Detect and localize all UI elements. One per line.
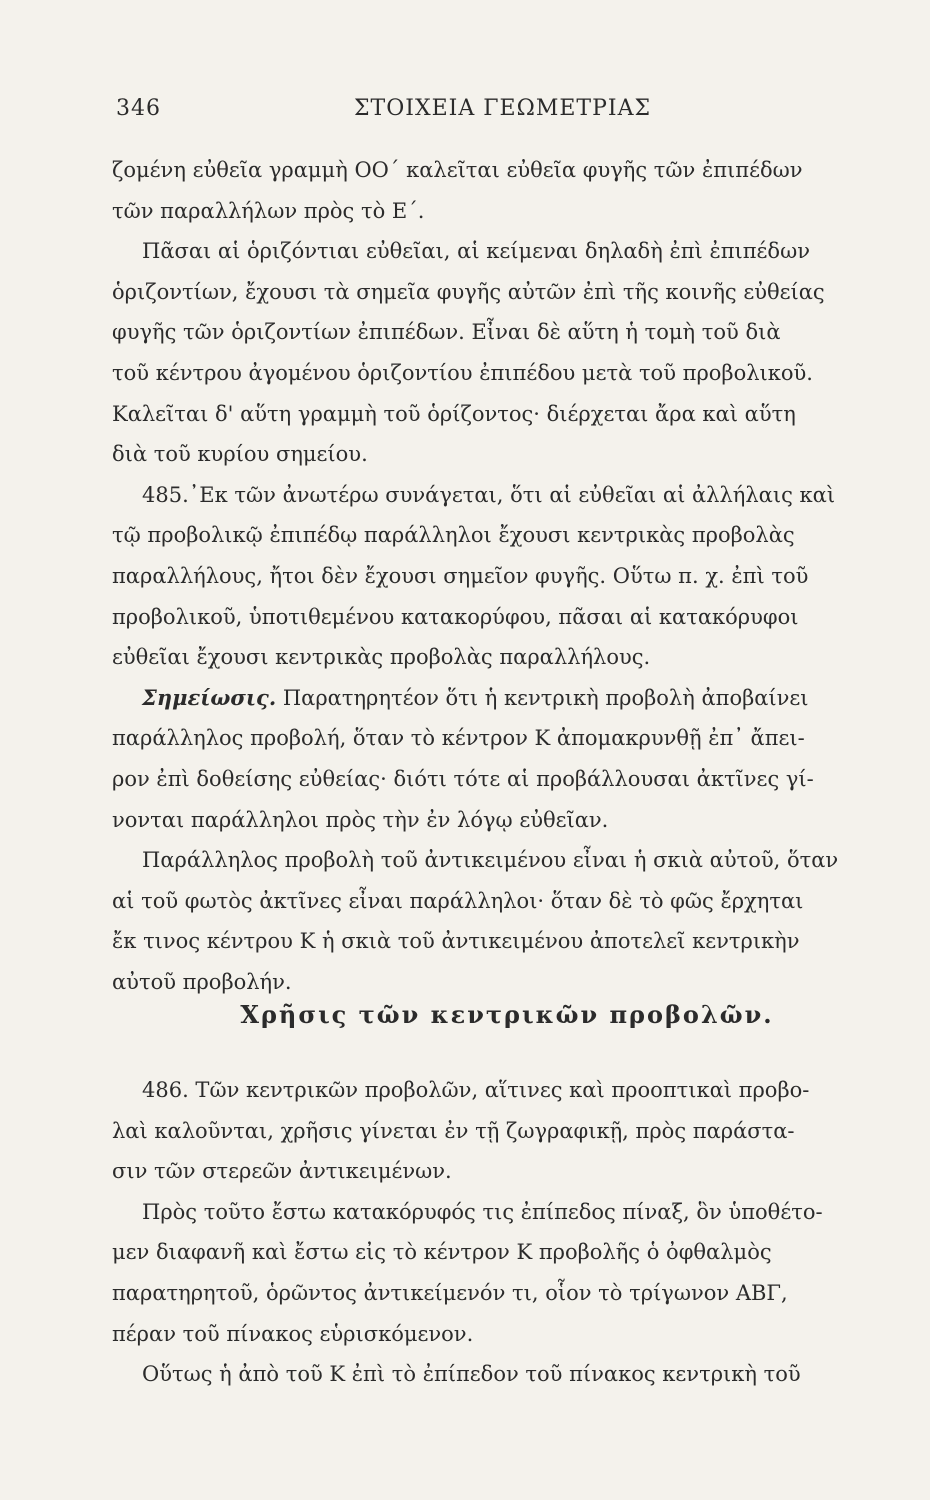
text-line: παράλληλος προβολή, ὅταν τὸ κέντρον Κ ἀπομακρυνθῇ ἐπ᾽ ἄπει-	[112, 726, 805, 751]
paragraph-pros-touto	[112, 1192, 902, 1354]
text-line: τοῦ κέντρου ἀγομένου ὁριζοντίου ἐπιπέδου μετὰ τοῦ προβολικοῦ.	[112, 360, 813, 385]
text-line: παρατηρητοῦ, ὁρῶντος ἀντικείμενόν τι, οἷον τὸ τρίγωνον ΑΒΓ,	[112, 1280, 788, 1305]
paragraph-horizontal-lines	[112, 231, 902, 475]
paragraph-parallel-projection	[112, 840, 902, 1002]
text-line: Πᾶσαι αἱ ὁριζόντιαι εὐθεῖαι, αἱ κείμεναι δηλαδὴ ἐπὶ ἐπιπέδων	[142, 239, 810, 264]
paragraph-486	[112, 1070, 902, 1192]
paragraph-continuation	[112, 150, 902, 231]
page-body	[112, 150, 902, 1387]
text-line: προβολικοῦ, ὑποτιθεμένου κατακορύφου, πᾶσαι αἱ κατακόρυφοι	[112, 604, 799, 629]
text-line	[112, 678, 902, 719]
text-line: ζομένη εὐθεῖα γραμμὴ ΟΟ΄ καλεῖται εὐθεῖα φυγῆς τῶν ἐπιπέδων	[112, 158, 803, 182]
text-line: λαὶ καλοῦνται, χρῆσις γίνεται ἐν τῇ ζωγραφικῇ, πρὸς παράστα-	[112, 1118, 795, 1143]
section-title: Χρῆσις τῶν κεντρικῶν προβολῶν.	[240, 1000, 774, 1029]
note-label: Σημείωσις.	[142, 684, 277, 710]
text-line: 486. Τῶν κεντρικῶν προβολῶν, αἵτινες καὶ προοπτικαὶ προβο-	[142, 1078, 810, 1102]
text-line: διὰ τοῦ κυρίου σημείου.	[112, 442, 368, 467]
text-line: Παράλληλος προβολὴ τοῦ ἀντικειμένου εἶναι ἡ σκιὰ αὐτοῦ, ὅταν	[142, 848, 839, 873]
paragraph-note	[112, 678, 902, 840]
paragraph-485	[112, 475, 902, 678]
text-line: αὐτοῦ προβολήν.	[112, 969, 292, 994]
text-line: ρον ἐπὶ δοθείσης εὐθείας· διότι τότε αἱ προβάλλουσαι ἀκτῖνες γί-	[112, 766, 814, 791]
text-line: Πρὸς τοῦτο ἔστω κατακόρυφός τις ἐπίπεδος πίναξ, ὃν ὑποθέτο-	[142, 1199, 823, 1224]
text-line: Καλεῖται δ' αὕτη γραμμὴ τοῦ ὁρίζοντος· διέρχεται ἄρα καὶ αὕτη	[112, 401, 796, 426]
paragraph-outos	[112, 1354, 902, 1395]
running-title: ΣΤΟΙΧΕΙΑ ΓΕΩΜΕΤΡΙΑΣ	[354, 96, 652, 121]
text-line: τῷ προβολικῷ ἐπιπέδῳ παράλληλοι ἔχουσι κεντρικὰς προβολὰς	[112, 523, 795, 548]
page-header	[116, 96, 906, 132]
text-line: μεν διαφανῆ καὶ ἔστω εἰς τὸ κέντρον Κ προβολῆς ὁ ὀφθαλμὸς	[112, 1240, 772, 1265]
text-line: πέραν τοῦ πίνακος εὑρισκόμενον.	[112, 1321, 474, 1346]
text-line: νονται παράλληλοι πρὸς τὴν ἐν λόγῳ εὐθεῖαν.	[112, 807, 609, 832]
text-line: σιν τῶν στερεῶν ἀντικειμένων.	[112, 1159, 452, 1184]
text-line: τῶν παραλλήλων πρὸς τὸ Ε΄.	[112, 198, 425, 223]
text-line: αἱ τοῦ φωτὸς ἀκτῖνες εἶναι παράλληλοι· ὅταν δὲ τὸ φῶς ἔρχηται	[112, 888, 804, 913]
text-line: φυγῆς τῶν ὁριζοντίων ἐπιπέδων. Εἶναι δὲ αὕτη ἡ τομὴ τοῦ διὰ	[112, 320, 781, 345]
page-number: 346	[116, 96, 161, 121]
text-line: Οὕτως ἡ ἀπὸ τοῦ Κ ἐπὶ τὸ ἐπίπεδον τοῦ πίνακος κεντρικὴ τοῦ	[142, 1362, 801, 1387]
text-line: εὐθεῖαι ἔχουσι κεντρικὰς προβολὰς παραλλήλους.	[112, 645, 651, 670]
text-line: ὁριζοντίων, ἔχουσι τὰ σημεῖα φυγῆς αὐτῶν ἐπὶ τῆς κοινῆς εὐθείας	[112, 279, 825, 304]
text-line: παραλλήλους, ἤτοι δὲν ἔχουσι σημεῖον φυγῆς. Οὕτω π. χ. ἐπὶ τοῦ	[112, 563, 809, 588]
text-line: 485.᾽Εκ τῶν ἀνωτέρω συνάγεται, ὅτι αἱ εὐθεῖαι αἱ ἀλλήλαις καὶ	[142, 482, 836, 507]
section-body	[112, 1070, 902, 1395]
text-line: ἔκ τινος κέντρου Κ ἡ σκιὰ τοῦ ἀντικειμένου ἀποτελεῖ κεντρικὴν	[112, 929, 800, 954]
note-text: Παρατηρητέον ὅτι ἡ κεντρικὴ προβολὴ ἀποβαίνει	[276, 685, 809, 710]
